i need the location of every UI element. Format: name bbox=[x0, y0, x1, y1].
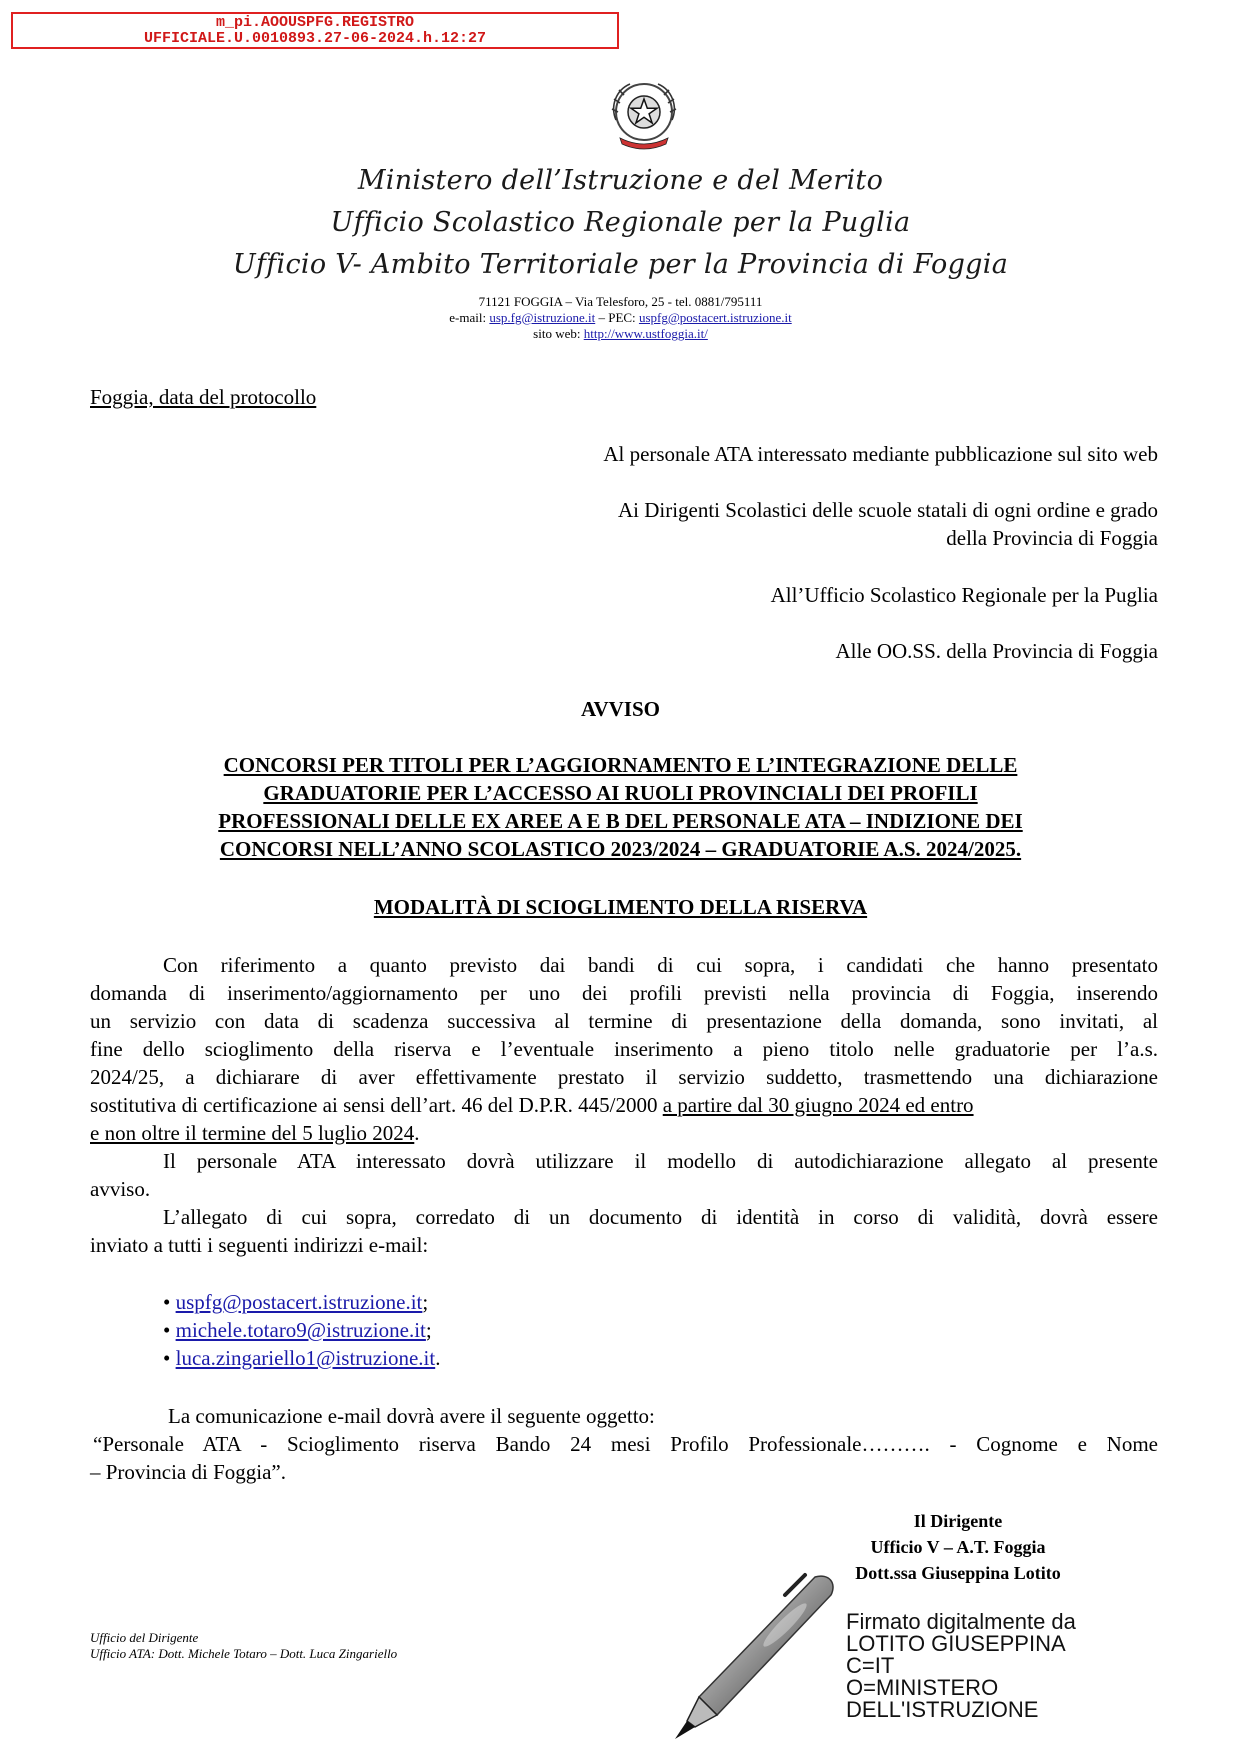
digital-signature-line-2: LOTITO GIUSEPPINA bbox=[846, 1631, 1066, 1656]
footer-line-2: Ufficio ATA: Dott. Michele Totaro – Dott. Luca Zingariello bbox=[90, 1646, 398, 1661]
digital-signature-line-4: O=MINISTERO bbox=[846, 1675, 999, 1700]
recipient-2: Ai Dirigenti Scolastici delle scuole statali di ogni ordine e grado bbox=[617, 498, 1158, 522]
p1-deadline-end: e non oltre il termine del 5 luglio 2024 bbox=[90, 1121, 415, 1145]
pen-icon bbox=[665, 1565, 845, 1743]
recipient-2-cont: della Provincia di Foggia bbox=[946, 526, 1158, 550]
signature-role: Il Dirigente bbox=[913, 1511, 1003, 1531]
p3-line-2: inviato a tutti i seguenti indirizzi e-mail: bbox=[90, 1233, 429, 1257]
email-list-item bbox=[163, 1346, 440, 1370]
closing-line-2: “Personale ATA - Scioglimento riserva Bando 24 mesi Profilo Professionale………. - Cognome e Nome bbox=[93, 1432, 1158, 1456]
email-list-item bbox=[163, 1318, 432, 1342]
place-date: Foggia, data del protocollo bbox=[90, 385, 317, 409]
p1-line-5: 2024/25, a dichiarare di aver effettivamente prestato il servizio suddetto, trasmettendo una dichiarazione bbox=[90, 1065, 1158, 1089]
stamp-line-1: m_pi.AOOUSPFG.REGISTRO bbox=[215, 14, 415, 31]
recipient-4: Alle OO.SS. della Provincia di Foggia bbox=[835, 639, 1158, 663]
recipient-3: All’Ufficio Scolastico Regionale per la Puglia bbox=[770, 583, 1158, 607]
avviso-title: AVVISO bbox=[581, 697, 660, 721]
section-title: MODALITÀ DI SCIOGLIMENTO DELLA RISERVA bbox=[373, 895, 868, 919]
contact-emails bbox=[0, 310, 1241, 325]
subject-line-1: CONCORSI PER TITOLI PER L’AGGIORNAMENTO E L’INTEGRAZIONE DELLE bbox=[223, 753, 1018, 777]
emblem-repubblica-italiana-icon bbox=[602, 76, 686, 154]
closing-line-3: – Provincia di Foggia”. bbox=[90, 1460, 286, 1484]
stamp-line-2: UFFICIALE.U.0010893.27-06-2024.h.12:27 bbox=[143, 30, 487, 47]
p1-line-2: domanda di inserimento/aggiornamento per uno dei profili previsti nella provincia di Foggia, inserendo bbox=[90, 981, 1158, 1005]
p1-line-4: fine dello scioglimento della riserva e l’eventuale inserimento a pieno titolo nelle graduatorie per l’a.s. bbox=[90, 1037, 1158, 1061]
email-address-link[interactable]: uspfg@postacert.istruzione.it bbox=[175, 1290, 423, 1314]
p3-line-1: L’allegato di cui sopra, corredato di un documento di identità in corso di validità, dovrà essere bbox=[163, 1205, 1158, 1229]
email-link[interactable]: usp.fg@istruzione.it bbox=[489, 310, 596, 325]
web-link[interactable]: http://www.ustfoggia.it/ bbox=[583, 326, 708, 341]
bullet: • bbox=[163, 1346, 171, 1370]
email-list-item bbox=[163, 1290, 428, 1314]
pec-link[interactable]: uspfg@postacert.istruzione.it bbox=[638, 310, 792, 325]
subject-line-2: GRADUATORIE PER L’ACCESSO AI RUOLI PROVINCIALI DEI PROFILI bbox=[263, 781, 978, 805]
header-regional-office: Ufficio Scolastico Regionale per la Puglia bbox=[330, 207, 911, 238]
p2-line-2: avviso. bbox=[90, 1177, 151, 1201]
p1-line-3: un servizio con data di scadenza successiva al termine di presentazione della domanda, sono invitati, al bbox=[90, 1009, 1158, 1033]
p1-line-6 bbox=[90, 1093, 1158, 1117]
p1-line-7 bbox=[90, 1121, 420, 1145]
p1-line-1: Con riferimento a quanto previsto dai bandi di cui sopra, i candidati che hanno presentato bbox=[163, 953, 1158, 977]
signature-name: Dott.ssa Giuseppina Lotito bbox=[855, 1563, 1061, 1583]
p1-line-6-plain: sostitutiva di certificazione ai sensi dell’art. 46 del D.P.R. 445/2000 bbox=[90, 1093, 663, 1117]
item-end: . bbox=[435, 1346, 441, 1370]
email-address-link[interactable]: michele.totaro9@istruzione.it bbox=[175, 1318, 426, 1342]
subject-line-4: CONCORSI NELL’ANNO SCOLASTICO 2023/2024 – GRADUATORIE A.S. 2024/2025. bbox=[219, 837, 1022, 861]
digital-signature-line-3: C=IT bbox=[846, 1653, 895, 1678]
closing-line-1: La comunicazione e-mail dovrà avere il seguente oggetto: bbox=[168, 1404, 655, 1428]
p1-line-7-end: . bbox=[414, 1121, 420, 1145]
email-address-link[interactable]: luca.zingariello1@istruzione.it bbox=[175, 1346, 436, 1370]
contact-address: 71121 FOGGIA – Via Telesforo, 25 - tel. 0881/795111 bbox=[478, 294, 763, 309]
protocol-stamp bbox=[11, 12, 619, 49]
p1-deadline-start: a partire dal 30 giugno 2024 ed entro bbox=[662, 1093, 974, 1117]
p2-line-1: Il personale ATA interessato dovrà utilizzare il modello di autodichiarazione allegato al presente bbox=[163, 1149, 1158, 1173]
digital-signature-line-1: Firmato digitalmente da bbox=[846, 1609, 1076, 1634]
signature-office: Ufficio V – A.T. Foggia bbox=[870, 1537, 1046, 1557]
digital-signature bbox=[846, 1611, 1076, 1721]
bullet: • bbox=[163, 1290, 171, 1314]
item-end: ; bbox=[425, 1318, 432, 1342]
header-territorial-office: Ufficio V- Ambito Territoriale per la Provincia di Foggia bbox=[232, 249, 1009, 280]
contact-web bbox=[0, 326, 1241, 341]
bullet: • bbox=[163, 1318, 171, 1342]
pec-label: – PEC: bbox=[595, 310, 639, 325]
footer-line-1: Ufficio del Dirigente bbox=[90, 1630, 199, 1645]
email-label: e-mail: bbox=[449, 310, 490, 325]
recipient-1: Al personale ATA interessato mediante pubblicazione sul sito web bbox=[603, 442, 1158, 466]
digital-signature-line-5: DELL'ISTRUZIONE bbox=[846, 1697, 1039, 1722]
web-label: sito web: bbox=[533, 326, 584, 341]
subject-line-3: PROFESSIONALI DELLE EX AREE A E B DEL PERSONALE ATA – INDIZIONE DEI bbox=[218, 809, 1023, 833]
item-end: ; bbox=[422, 1290, 429, 1314]
header-ministry: Ministero dell’Istruzione e del Merito bbox=[357, 165, 884, 196]
